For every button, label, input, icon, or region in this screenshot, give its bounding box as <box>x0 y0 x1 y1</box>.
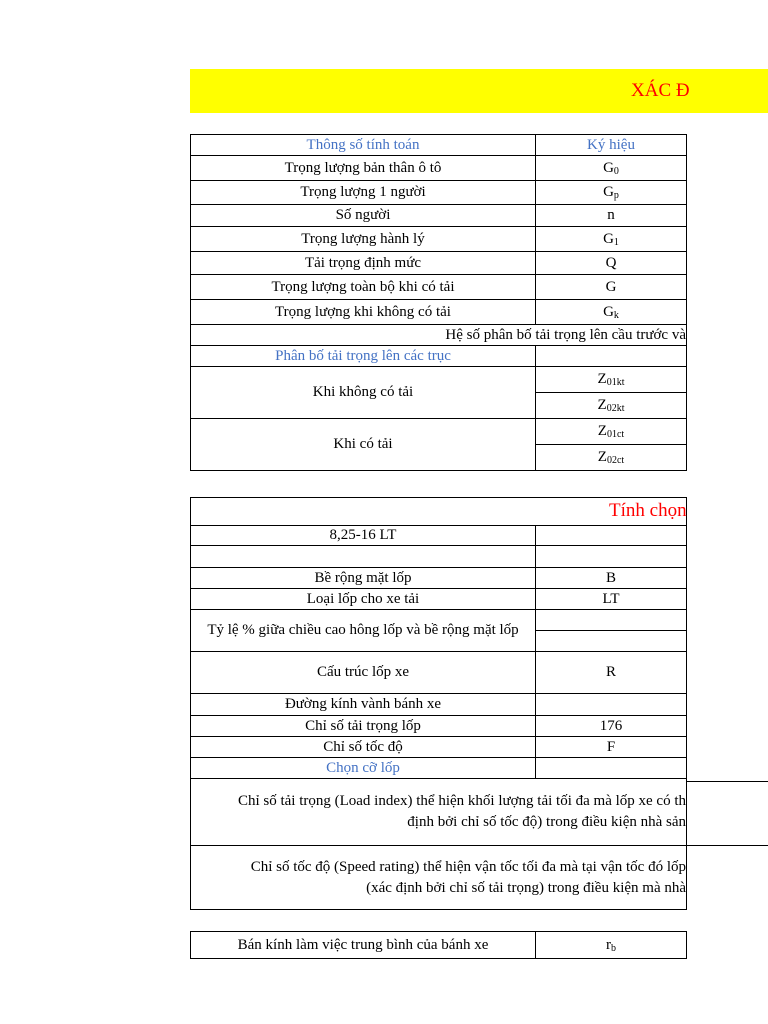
speed-note-cell <box>191 846 687 910</box>
symbol-cell <box>536 156 687 181</box>
table-row <box>191 275 687 300</box>
tire-code-row <box>191 526 687 546</box>
load-note-line-1: Chỉ số tải trọng (Load index) thể hiện khối lượng tải tối đa mà lốp xe có th <box>237 793 687 809</box>
symbol-cell <box>536 227 687 252</box>
z02ct-cell <box>536 445 687 471</box>
load-index-label: Chỉ số tải trọng lốp <box>191 716 536 737</box>
param-cell: Trọng lượng khi không có tải <box>191 300 536 325</box>
radius-label: Bán kính làm việc trung bình của bánh xe <box>191 932 536 959</box>
table-row <box>191 300 687 325</box>
tire-section-title: Tính chọn <box>609 500 687 521</box>
symbol-subscript: 01ct <box>606 429 625 440</box>
table-row <box>191 716 687 737</box>
table-row <box>191 252 687 275</box>
tire-type-symbol: LT <box>536 589 687 610</box>
table-row <box>191 568 687 589</box>
load-note-row <box>191 779 687 846</box>
symbol-text: G <box>603 303 614 320</box>
table-row <box>191 737 687 758</box>
symbol-cell <box>536 252 687 275</box>
symbol-cell <box>536 181 687 205</box>
empty-cell <box>191 910 687 932</box>
param-header: Thông số tính toán <box>191 135 536 156</box>
with-load-label: Khi có tải <box>191 419 536 471</box>
tire-structure-symbol: R <box>536 652 687 694</box>
coefficient-note: Hệ số phân bố tải trọng lên cầu trước và <box>191 325 687 346</box>
title-banner <box>190 69 768 113</box>
table-row <box>191 181 687 205</box>
table-row <box>191 694 687 716</box>
with-load-row <box>191 419 687 445</box>
symbol-text: Z <box>597 371 607 387</box>
empty-cell <box>536 610 687 631</box>
radius-symbol-cell <box>536 932 687 959</box>
symbol-subscript: 0 <box>613 165 619 177</box>
tire-structure-label: Cấu trúc lốp xe <box>191 652 536 694</box>
table-row <box>191 652 687 694</box>
choose-size-row <box>191 758 687 779</box>
symbol-subscript: p <box>613 190 619 201</box>
tire-type-label: Loại lốp cho xe tải <box>191 589 536 610</box>
symbol-text: Z <box>597 449 607 465</box>
blank-row <box>191 910 687 932</box>
symbol-text: G <box>603 159 614 176</box>
table-row <box>191 156 687 181</box>
param-cell: Trọng lượng bản thân ô tô <box>191 156 536 181</box>
symbol-subscript: 1 <box>613 236 619 248</box>
radius-row <box>191 932 687 959</box>
symbol-text: G <box>603 184 614 200</box>
distribution-header-row <box>191 346 687 367</box>
blank-row <box>191 546 687 568</box>
symbol-text: n <box>607 207 615 223</box>
table-row <box>191 227 687 252</box>
table-row <box>191 589 687 610</box>
empty-cell <box>536 346 687 367</box>
tire-title-row <box>191 498 687 526</box>
grid-line-extension <box>686 845 768 846</box>
no-load-label: Khi không có tải <box>191 367 536 419</box>
empty-cell <box>536 546 687 568</box>
empty-cell <box>191 546 536 568</box>
empty-cell <box>536 758 687 779</box>
load-parameters-table-wrap <box>190 134 687 471</box>
load-note-cell <box>191 779 687 846</box>
symbol-subscript: k <box>613 309 619 321</box>
z01kt-cell <box>536 367 687 393</box>
load-parameters-table <box>190 134 687 471</box>
param-cell: Trọng lượng hành lý <box>191 227 536 252</box>
grid-line-extension <box>686 781 768 782</box>
symbol-subscript: 02kt <box>606 403 625 414</box>
speed-index-value: F <box>536 737 687 758</box>
tire-title-cell <box>191 498 687 526</box>
symbol-text: Q <box>605 254 617 271</box>
tire-selection-table <box>190 497 687 959</box>
symbol-text: Z <box>597 397 607 413</box>
symbol-subscript: 01kt <box>606 377 625 388</box>
coefficient-row <box>191 325 687 346</box>
ratio-row <box>191 610 687 631</box>
load-index-value: 176 <box>536 716 687 737</box>
empty-cell <box>536 631 687 652</box>
symbol-cell <box>536 300 687 325</box>
speed-index-label: Chỉ số tốc độ <box>191 737 536 758</box>
load-note-line-2: định bởi chỉ số tốc độ) trong điều kiện nhà sản <box>407 814 687 830</box>
param-cell: Trọng lượng toàn bộ khi có tải <box>191 275 536 300</box>
param-cell: Trọng lượng 1 người <box>191 181 536 205</box>
symbol-cell <box>536 205 687 227</box>
speed-note-line-1: Chỉ số tốc độ (Speed rating) thể hiện vận tốc tối đa mà tại vận tốc đó lốp <box>250 858 687 875</box>
param-cell: Số người <box>191 205 536 227</box>
tire-width-label: Bề rộng mặt lốp <box>191 568 536 589</box>
tire-width-symbol: B <box>536 568 687 589</box>
symbol-text: G <box>605 278 617 295</box>
distribution-header: Phân bố tải trọng lên các trục <box>191 346 536 367</box>
table-header-row <box>191 135 687 156</box>
rim-diameter-label: Đường kính vành bánh xe <box>191 694 536 716</box>
ratio-label: Tỷ lệ % giữa chiều cao hông lốp và bề rộng mặt lốp <box>191 610 536 652</box>
symbol-cell <box>536 275 687 300</box>
symbol-text: G <box>603 230 614 247</box>
page-title: XÁC Đ <box>631 80 690 101</box>
speed-note-row <box>191 846 687 910</box>
choose-size-label: Chọn cỡ lốp <box>191 758 536 779</box>
symbol-text: Z <box>597 423 607 439</box>
z01ct-cell <box>536 419 687 445</box>
symbol-header: Ký hiệu <box>536 135 687 156</box>
param-cell: Tải trọng định mức <box>191 252 536 275</box>
symbol-text: r <box>606 936 611 953</box>
speed-note-line-2: (xác định bởi chỉ số tải trọng) trong điều kiện mà nhà <box>366 879 687 896</box>
symbol-subscript: b <box>611 942 616 954</box>
tire-selection-table-wrap <box>190 497 687 959</box>
table-row <box>191 205 687 227</box>
symbol-subscript: 02ct <box>606 455 625 466</box>
no-load-row <box>191 367 687 393</box>
empty-cell <box>536 526 687 546</box>
tire-code: 8,25-16 LT <box>191 526 536 546</box>
z02kt-cell <box>536 393 687 419</box>
empty-cell <box>536 694 687 716</box>
